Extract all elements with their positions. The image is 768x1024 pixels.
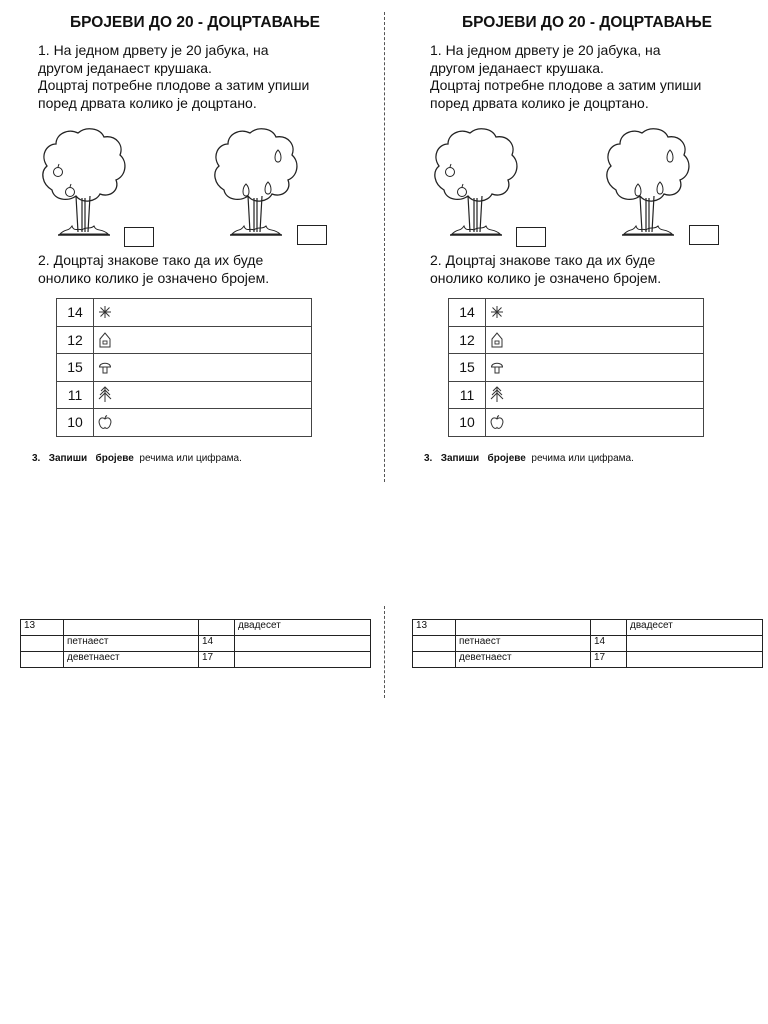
table-cell[interactable]	[199, 620, 235, 636]
fir-tree-icon	[98, 386, 112, 403]
table-row	[413, 652, 763, 668]
drawing-cell[interactable]	[486, 299, 704, 327]
table-cell[interactable]: 17	[591, 652, 627, 668]
table-cell[interactable]	[591, 620, 627, 636]
table-row	[449, 381, 704, 409]
apple-tree-icon	[38, 124, 128, 246]
apple-icon	[490, 415, 504, 430]
table-cell[interactable]	[64, 620, 199, 636]
row-number: 15	[449, 354, 486, 382]
mushroom-icon	[98, 360, 112, 375]
table-row	[57, 299, 312, 327]
task-3-text: 3. Запиши бројеве речима или цифрама.	[32, 453, 242, 464]
task-1-text: 1. На једном дрвету је 20 јабука, на другом једанаест крушака. Доцртај потребне плодове а затим упиши поред дрвата колико је доцртано.	[38, 42, 310, 111]
symbol-table	[56, 298, 312, 437]
row-number: 15	[57, 354, 94, 382]
drawing-cell[interactable]	[486, 381, 704, 409]
table-cell[interactable]: деветнаест	[64, 652, 199, 668]
table-row	[21, 652, 371, 668]
table-cell[interactable]: 17	[199, 652, 235, 668]
apple-icon	[98, 415, 112, 430]
drawing-cell[interactable]	[94, 381, 312, 409]
row-number: 11	[449, 381, 486, 409]
table-cell[interactable]: двадесет	[627, 620, 763, 636]
table-cell[interactable]: 14	[591, 636, 627, 652]
pear-tree-icon	[210, 124, 300, 246]
task-3-text: 3. Запиши бројеве речима или цифрама.	[424, 453, 634, 464]
task-1-text: 1. На једном дрвету је 20 јабука, на другом једанаест крушака. Доцртај потребне плодове а затим упиши поред дрвата колико је доцртано.	[430, 42, 702, 111]
table-cell[interactable]	[235, 652, 371, 668]
drawing-cell[interactable]	[94, 299, 312, 327]
cut-line-top	[384, 12, 385, 482]
apple-count-box[interactable]	[124, 227, 154, 247]
table-cell[interactable]	[627, 636, 763, 652]
house-icon	[98, 332, 112, 348]
table-cell[interactable]	[413, 636, 456, 652]
table-row	[57, 354, 312, 382]
table-cell[interactable]	[235, 636, 371, 652]
drawing-cell[interactable]	[486, 354, 704, 382]
table-row	[449, 409, 704, 437]
table-cell[interactable]: деветнаест	[456, 652, 591, 668]
drawing-cell[interactable]	[486, 409, 704, 437]
task-2-text: 2. Доцртај знакове тако да их буде онолико колико је означено бројем.	[430, 252, 662, 286]
table-cell[interactable]	[456, 620, 591, 636]
cut-line-bottom	[384, 606, 385, 698]
table-row	[413, 620, 763, 636]
pear-tree-icon	[602, 124, 692, 246]
drawing-cell[interactable]	[486, 326, 704, 354]
worksheet-title: БРОЈЕВИ ДО 20 - ДОЦРТАВАЊЕ	[461, 14, 712, 31]
symbol-table	[448, 298, 704, 437]
row-number: 10	[57, 409, 94, 437]
table-cell[interactable]: 13	[21, 620, 64, 636]
table-row	[21, 636, 371, 652]
table-row	[57, 381, 312, 409]
row-number: 14	[449, 299, 486, 327]
row-number: 10	[449, 409, 486, 437]
table-cell[interactable]	[21, 652, 64, 668]
number-words-table	[20, 619, 371, 668]
table-cell[interactable]: 13	[413, 620, 456, 636]
pear-count-box[interactable]	[689, 225, 719, 245]
table-cell[interactable]: двадесет	[235, 620, 371, 636]
house-icon	[490, 332, 504, 348]
pear-count-box[interactable]	[297, 225, 327, 245]
row-number: 14	[57, 299, 94, 327]
drawing-cell[interactable]	[94, 354, 312, 382]
table-cell[interactable]: петнаест	[456, 636, 591, 652]
asterisk-icon	[98, 305, 112, 319]
apple-count-box[interactable]	[516, 227, 546, 247]
table-row	[449, 299, 704, 327]
drawing-cell[interactable]	[94, 326, 312, 354]
worksheet-copy-right	[392, 0, 768, 1024]
fir-tree-icon	[490, 386, 504, 403]
row-number: 11	[57, 381, 94, 409]
mushroom-icon	[490, 360, 504, 375]
row-number: 12	[57, 326, 94, 354]
worksheet-title: БРОЈЕВИ ДО 20 - ДОЦРТАВАЊЕ	[69, 14, 320, 31]
table-row	[449, 326, 704, 354]
trees-illustration	[430, 124, 730, 250]
trees-illustration	[38, 124, 338, 250]
table-row	[449, 354, 704, 382]
drawing-cell[interactable]	[94, 409, 312, 437]
table-cell[interactable]	[627, 652, 763, 668]
table-cell[interactable]	[21, 636, 64, 652]
table-cell[interactable]	[413, 652, 456, 668]
row-number: 12	[449, 326, 486, 354]
asterisk-icon	[490, 305, 504, 319]
table-row	[413, 636, 763, 652]
apple-tree-icon	[430, 124, 520, 246]
table-cell[interactable]: 14	[199, 636, 235, 652]
table-row	[57, 409, 312, 437]
task-2-text: 2. Доцртај знакове тако да их буде онолико колико је означено бројем.	[38, 252, 270, 286]
table-row	[21, 620, 371, 636]
table-cell[interactable]: петнаест	[64, 636, 199, 652]
number-words-table	[412, 619, 763, 668]
table-row	[57, 326, 312, 354]
